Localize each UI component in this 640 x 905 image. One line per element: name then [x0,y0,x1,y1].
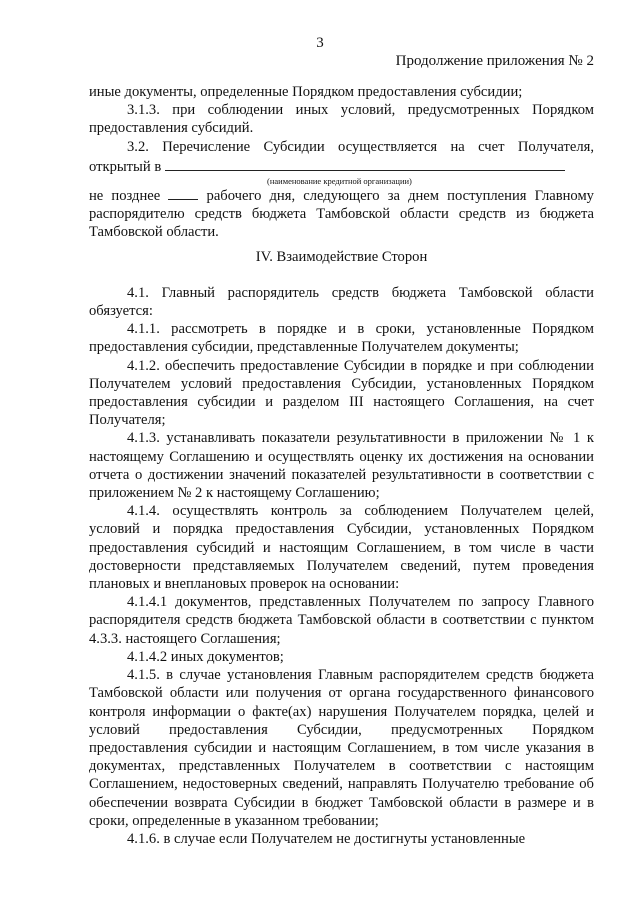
bank-name-hint: (наименование кредитной организации) [267,176,412,187]
bank-name-blank [165,156,565,171]
page-number: 3 [316,35,324,51]
paragraph-4-1-4: 4.1.4. осуществлять контроль за соблюдением Получателем целей, условий и порядка предоставления Субсидии, установленных Порядком предоставления субсидий и настоящим Соглашением, в том числе в части достоверности представляемых Получателем сведений, путем проведения плановых и внеплановых проверок на основании: [89,503,594,593]
days-blank [168,187,198,200]
section-title: IV. Взаимодействие Сторон [255,248,428,265]
paragraph-4-1-2: 4.1.2. обеспечить предоставление Субсидии в порядке и при соблюдении Получателем условий предоставления Субсидии, установленных Порядком предоставления субсидии и разделом III настоящего Соглашения, на счет Получателя; [89,357,594,429]
paragraph-3-2-text: 3.2. Перечисление Субсидии осуществляется на счет Получателя, открытый в [89,138,594,175]
paragraph-4-1-4-2: 4.1.4.2 иных документов; [127,648,284,665]
paragraph-deadline [89,187,594,242]
paragraph-4-1: 4.1. Главный распорядитель средств бюджета Тамбовской области обязуется: [89,284,594,320]
paragraph-4-1-4-1: 4.1.4.1 документов, представленных Получателем по запросу Главного распорядителя средств бюджета Тамбовской области в соответствии с пунктом 4.3.3. настоящего Соглашения; [89,594,594,647]
deadline-text-a: не позднее [89,188,161,205]
paragraph-4-1-6: 4.1.6. в случае если Получателем не достигнуты установленные [127,830,526,847]
paragraph-p1: иные документы, определенные Порядком предоставления субсидии; [89,84,523,100]
appendix-note: Продолжение приложения № 2 [395,53,594,69]
paragraph-3-2 [89,138,594,176]
paragraph-4-1-1: 4.1.1. рассмотреть в порядке и в сроки, установленные Порядком предоставления субсидии, представленные Получателем документы; [89,321,594,356]
paragraph-4-1-5: 4.1.5. в случае установления Главным распорядителем средств бюджета Тамбовской области или получения от органа государственного финансового контроля информации о факте(ах) нарушения Получателем порядка, целей и условий предоставления Субсидии, предусмотренных Порядком предоставления субсидии и настоящим Соглашением, в том числе указания в документах, представленных Получателем в соответствии с настоящим Соглашением, недостоверных сведений, направлять Получателю требование об обеспечении возврата Субсидии в бюджет Тамбовской области в размере и в сроки, определенные в указанном требовании; [89,667,594,829]
paragraph-4-1-3: 4.1.3. устанавливать показатели результативности в приложении № 1 к настоящему Соглашению и осуществлять оценку их достижения на основании отчета о достижении значений показателей результативности в соответствии с приложением № 2 к настоящему Соглашению; [89,430,594,502]
document-body [89,83,594,848]
deadline-text-b: рабочего дня, следующего за днем поступления Главному распорядителю средств бюджета Тамбовской области средств из бюджета Тамбовской области. [89,188,594,241]
paragraph-3-1-3: 3.1.3. при соблюдении иных условий, предусмотренных Порядком предоставления субсидий. [89,102,594,137]
